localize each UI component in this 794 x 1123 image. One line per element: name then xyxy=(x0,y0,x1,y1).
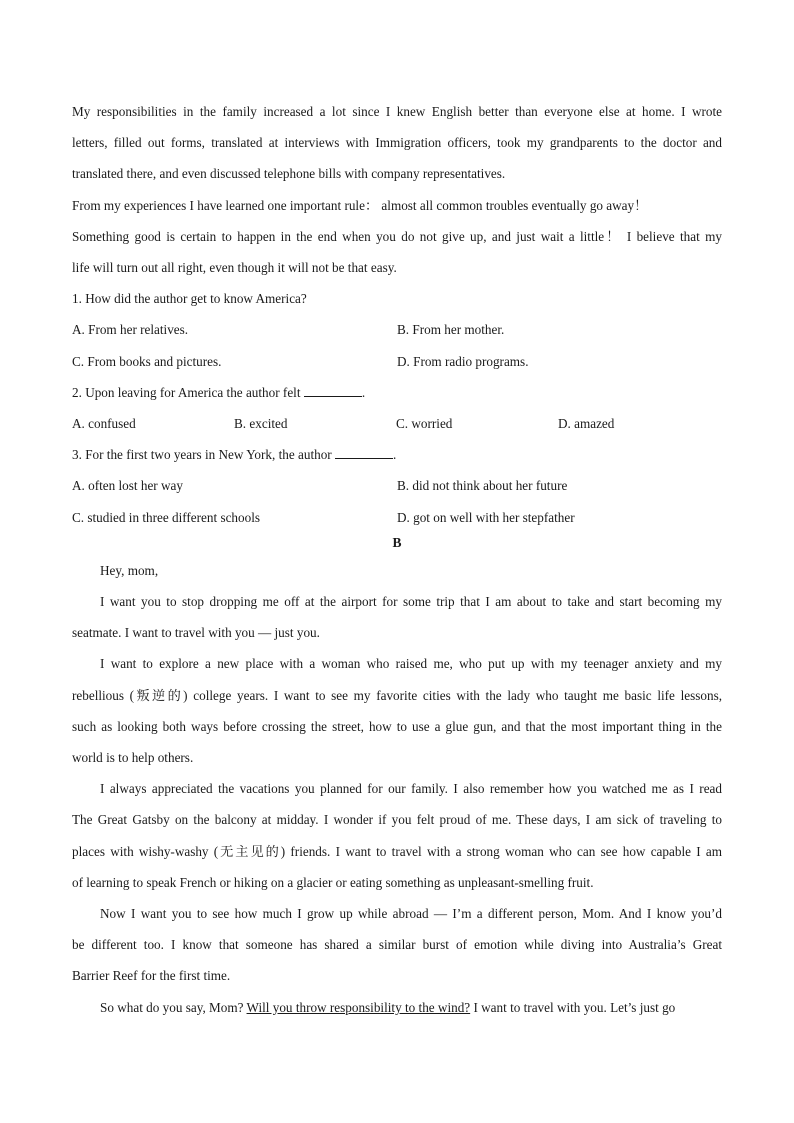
letter-line: be different too. I know that someone has shared a similar burst of emotion while diving into Australia’s Great xyxy=(72,937,722,953)
question-stem xyxy=(72,377,722,408)
passage-a-line: My responsibilities in the family increased a lot since I knew English better than everyone else at home. I wrote xyxy=(72,104,722,119)
letter-line: I always appreciated the vacations you planned for our family. I also remember how you watched me as I read xyxy=(100,781,722,797)
passage-a-line: Something good is certain to happen in the end when you do not give up, and just wait a little！ I believe that my xyxy=(72,228,722,244)
answer-blank xyxy=(335,447,393,459)
document-page xyxy=(72,96,722,1023)
letter-line: of learning to speak French or hiking on a glacier or eating something as unpleasant-smelling fruit. xyxy=(72,874,594,890)
option-d: D. got on well with her stepfather xyxy=(397,509,575,525)
section-b-letter xyxy=(72,555,722,1023)
passage-a-line: letters, filled out forms, translated at interviews with Immigration officers, took my grandparents to the doctor and xyxy=(72,135,722,151)
option-a: A. From her relatives. xyxy=(72,322,189,338)
options-row xyxy=(72,502,722,533)
question-stem-text: 3. For the first two years in New York, the author xyxy=(72,447,335,463)
underlined-question: Will you throw responsibility to the wind? xyxy=(246,999,471,1015)
option-c: C. studied in three different schools xyxy=(72,509,261,525)
letter-text: So what do you say, Mom? xyxy=(100,999,247,1015)
option-c: C. From books and pictures. xyxy=(72,353,222,369)
letter-line: places with wishy-washy (无主见的) friends. I want to travel with a strong woman who can see how capable I am xyxy=(72,843,722,859)
passage-a-line: translated there, and even discussed telephone bills with company representatives. xyxy=(72,166,506,182)
passage-a-line: life will turn out all right, even though it will not be that easy. xyxy=(72,260,397,276)
option-b: B. From her mother. xyxy=(397,322,505,338)
option-b: B. did not think about her future xyxy=(397,478,568,494)
letter-line: world is to help others. xyxy=(72,750,194,766)
letter-line: Now I want you to see how much I grow up while abroad — I’m a different person, Mom. And I know you’d xyxy=(100,906,722,922)
options-row xyxy=(72,470,722,501)
option-a: A. often lost her way xyxy=(72,478,183,494)
section-b-heading: B xyxy=(392,534,402,550)
option-c: C. worried xyxy=(396,416,453,432)
question-2 xyxy=(72,377,722,439)
letter-text: I want to travel with you. Let’s just go xyxy=(470,999,676,1015)
option-b: B. excited xyxy=(234,416,288,432)
question-stem xyxy=(72,439,722,470)
option-d: D. amazed xyxy=(558,416,615,432)
options-row xyxy=(72,346,722,377)
question-stem: 1. How did the author get to know America? xyxy=(72,291,307,307)
letter-greeting: Hey, mom, xyxy=(100,562,159,578)
question-stem-end: . xyxy=(392,447,397,463)
passage-a-line: From my experiences I have learned one important rule： almost all common troubles eventually go away！ xyxy=(72,197,648,213)
option-a: A. confused xyxy=(72,416,136,432)
options-row xyxy=(72,408,722,439)
question-stem-end: . xyxy=(361,384,366,400)
question-1 xyxy=(72,283,722,377)
answer-blank xyxy=(304,385,362,397)
letter-line: I want to explore a new place with a woman who raised me, who put up with my teenager anxiety and my xyxy=(100,656,722,672)
letter-line: I want you to stop dropping me off at the airport for some trip that I am about to take and start becoming my xyxy=(100,594,722,610)
question-3 xyxy=(72,439,722,533)
letter-line: The Great Gatsby on the balcony at midday. I wonder if you felt proud of me. These days, I am sick of traveling to xyxy=(72,812,722,828)
option-d: D. From radio programs. xyxy=(397,353,529,369)
letter-line: Barrier Reef for the first time. xyxy=(72,968,231,984)
passage-a xyxy=(72,96,722,283)
letter-line: such as looking both ways before crossing the street, how to use a glue gun, and that the most important thing in the xyxy=(72,718,722,734)
letter-line: rebellious (叛逆的) college years. I want to see my favorite cities with the lady who taught me basic life lessons, xyxy=(72,687,722,703)
options-row xyxy=(72,314,722,345)
letter-line: seatmate. I want to travel with you — just you. xyxy=(72,625,320,641)
question-stem-text: 2. Upon leaving for America the author felt xyxy=(72,384,304,400)
letter-line xyxy=(72,992,722,1023)
